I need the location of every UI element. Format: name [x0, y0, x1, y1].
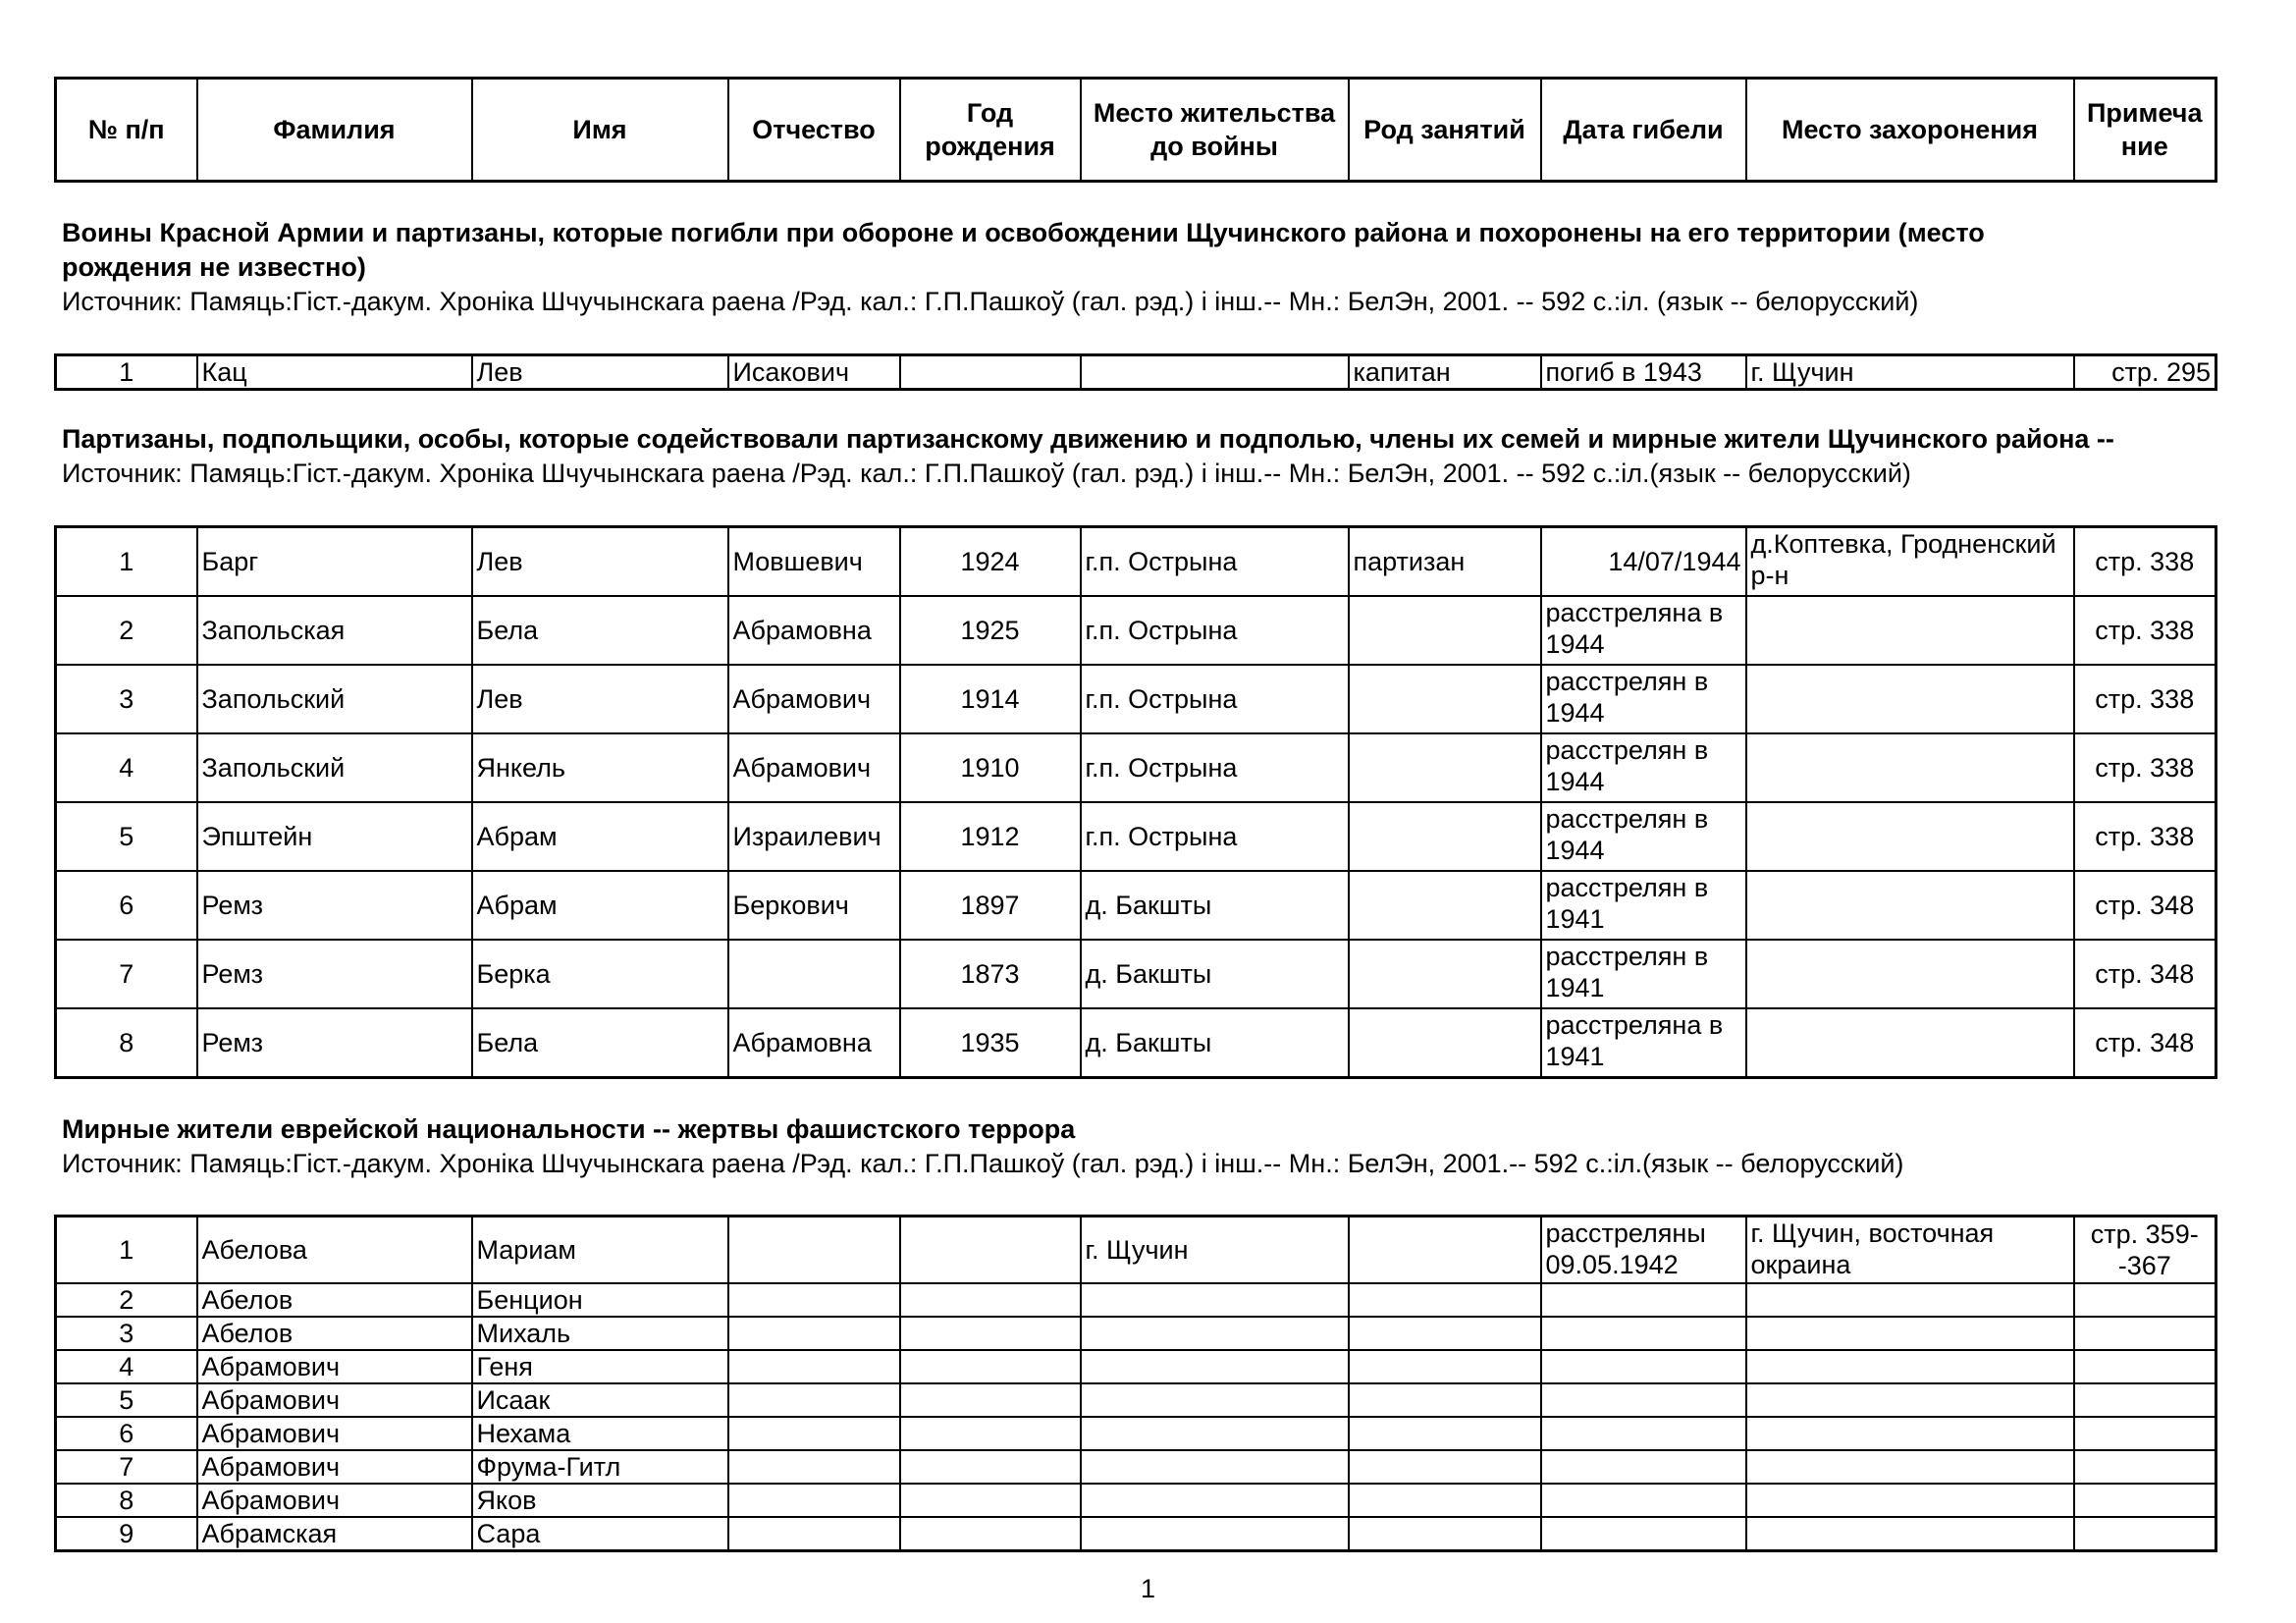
cell-patronymic: Мовшевич	[728, 527, 900, 597]
cell-name: Лев	[472, 665, 728, 733]
cell-death-date	[1541, 1517, 1746, 1551]
cell-name: Абрам	[472, 871, 728, 940]
cell-number: 7	[56, 1450, 197, 1484]
cell-birth-year	[900, 1283, 1081, 1317]
cell-number: 4	[56, 1350, 197, 1383]
cell-burial-place	[1746, 1008, 2074, 1078]
cell-note: стр. 348	[2074, 871, 2216, 940]
header-birth-year-line2: рождения	[925, 132, 1055, 161]
cell-number: 2	[56, 596, 197, 665]
cell-name: Фрума-Гитл	[472, 1450, 728, 1484]
cell-birth-year	[900, 1484, 1081, 1517]
page-number: 1	[1140, 1574, 1156, 1603]
cell-name: Бела	[472, 596, 728, 665]
header-note-line1: Примеча	[2086, 98, 2203, 128]
cell-name: Бенцион	[472, 1283, 728, 1317]
cell-patronymic: Абрамович	[728, 733, 900, 802]
cell-occupation	[1349, 596, 1541, 665]
table-row	[56, 1484, 2216, 1517]
cell-patronymic	[728, 1450, 900, 1484]
cell-residence	[1081, 1350, 1349, 1383]
header-birth-year-line1: Год	[966, 98, 1014, 128]
header-number: № п/п	[56, 79, 197, 182]
cell-occupation	[1349, 1350, 1541, 1383]
cell-occupation	[1349, 1217, 1541, 1284]
section-1-title-line2: рождения не известно)	[62, 252, 366, 282]
cell-burial-place: д.Коптевка, Гродненский р-н	[1746, 527, 2074, 597]
cell-burial-place	[1746, 802, 2074, 871]
cell-note: стр. 338	[2074, 527, 2216, 597]
cell-note: стр. 295	[2074, 355, 2216, 390]
cell-burial-place	[1746, 596, 2074, 665]
table-row	[56, 871, 2216, 940]
cell-occupation	[1349, 1383, 1541, 1417]
cell-number: 3	[56, 665, 197, 733]
cell-death-date: расстреляна в 1944	[1541, 596, 1746, 665]
table-row	[56, 733, 2216, 802]
cell-patronymic	[728, 940, 900, 1008]
cell-death-date: погиб в 1943	[1541, 355, 1746, 390]
table-row	[56, 1383, 2216, 1417]
cell-birth-year: 1925	[900, 596, 1081, 665]
header-patronymic: Отчество	[728, 79, 900, 182]
table-row	[56, 1450, 2216, 1484]
section-3-heading	[62, 1112, 2221, 1181]
cell-residence	[1081, 1517, 1349, 1551]
cell-burial-place	[1746, 1283, 2074, 1317]
cell-occupation	[1349, 1450, 1541, 1484]
section-2-table	[54, 525, 2217, 1079]
cell-residence	[1081, 1484, 1349, 1517]
cell-patronymic	[728, 1383, 900, 1417]
cell-residence: д. Бакшты	[1081, 1008, 1349, 1078]
section-3-source: Источник: Памяць:Гіст.-дакум. Хроніка Шчучынскага раена /Рэд. кал.: Г.П.Пашкоў (гал. рэд.) і інш.-- Мн.: БелЭн, 2001.-- 592 с.:іл.(язык -- белорусский)	[62, 1149, 1904, 1178]
cell-name: Нехама	[472, 1417, 728, 1450]
cell-surname: Кац	[197, 355, 472, 390]
cell-death-date: расстрелян в 1941	[1541, 871, 1746, 940]
cell-note: стр. 338	[2074, 733, 2216, 802]
section-1-table	[54, 353, 2217, 391]
cell-residence	[1081, 1417, 1349, 1450]
cell-burial-place	[1746, 1450, 2074, 1484]
table-row	[56, 1517, 2216, 1551]
cell-burial-place: г. Щучин, восточная окраина	[1746, 1217, 2074, 1284]
section-1-title-line1: Воины Красной Армии и партизаны, которые погибли при обороне и освобождении Щучинского района и похоронены на его территории (место	[62, 218, 1985, 247]
table-row	[56, 1350, 2216, 1383]
cell-note	[2074, 1484, 2216, 1517]
cell-note: стр. 338	[2074, 802, 2216, 871]
cell-burial-place	[1746, 940, 2074, 1008]
cell-death-date	[1541, 1350, 1746, 1383]
cell-birth-year: 1924	[900, 527, 1081, 597]
cell-death-date: расстреляна в 1941	[1541, 1008, 1746, 1078]
cell-note	[2074, 1450, 2216, 1484]
cell-note: стр. 348	[2074, 940, 2216, 1008]
section-3-table	[54, 1215, 2217, 1552]
cell-patronymic	[728, 1484, 900, 1517]
section-3-title: Мирные жители еврейской национальности -- жертвы фашистского террора	[62, 1114, 1076, 1144]
cell-patronymic: Абрамовна	[728, 1008, 900, 1078]
header-residence-line1: Место жительства	[1093, 98, 1336, 128]
cell-note	[2074, 1383, 2216, 1417]
cell-surname: Абрамович	[197, 1350, 472, 1383]
cell-number: 1	[56, 527, 197, 597]
cell-occupation	[1349, 802, 1541, 871]
cell-burial-place	[1746, 1417, 2074, 1450]
cell-birth-year	[900, 1317, 1081, 1350]
header-surname: Фамилия	[197, 79, 472, 182]
header-death-date: Дата гибели	[1541, 79, 1746, 182]
cell-note: стр. 338	[2074, 596, 2216, 665]
cell-number: 6	[56, 1417, 197, 1450]
cell-residence: г.п. Острына	[1081, 527, 1349, 597]
cell-number: 9	[56, 1517, 197, 1551]
cell-patronymic: Исакович	[728, 355, 900, 390]
cell-birth-year	[900, 355, 1081, 390]
cell-burial-place	[1746, 1383, 2074, 1417]
header-occupation: Род занятий	[1349, 79, 1541, 182]
cell-note	[2074, 1283, 2216, 1317]
cell-residence	[1081, 1283, 1349, 1317]
cell-note	[2074, 1350, 2216, 1383]
cell-name: Яков	[472, 1484, 728, 1517]
table-row	[56, 1008, 2216, 1078]
cell-burial-place: г. Щучин	[1746, 355, 2074, 390]
cell-occupation	[1349, 1417, 1541, 1450]
cell-burial-place	[1746, 665, 2074, 733]
cell-patronymic	[728, 1217, 900, 1284]
cell-residence	[1081, 355, 1349, 390]
cell-occupation	[1349, 665, 1541, 733]
cell-name: Михаль	[472, 1317, 728, 1350]
cell-name: Бела	[472, 1008, 728, 1078]
cell-burial-place	[1746, 1517, 2074, 1551]
cell-death-date: расстрелян в 1944	[1541, 733, 1746, 802]
section-1-body	[56, 355, 2216, 390]
cell-number: 1	[56, 1217, 197, 1284]
cell-occupation	[1349, 1517, 1541, 1551]
section-1-heading	[62, 216, 2221, 319]
cell-occupation	[1349, 1317, 1541, 1350]
section-1-title	[62, 216, 2221, 285]
cell-death-date	[1541, 1283, 1746, 1317]
cell-birth-year: 1935	[900, 1008, 1081, 1078]
cell-surname: Запольский	[197, 665, 472, 733]
cell-occupation	[1349, 733, 1541, 802]
cell-patronymic: Абрамович	[728, 665, 900, 733]
cell-note: стр. 338	[2074, 665, 2216, 733]
cell-note	[2074, 1317, 2216, 1350]
table-row	[56, 1283, 2216, 1317]
cell-death-date: расстреляны 09.05.1942	[1541, 1217, 1746, 1284]
cell-number: 8	[56, 1008, 197, 1078]
cell-death-date: расстрелян в 1944	[1541, 802, 1746, 871]
cell-birth-year: 1914	[900, 665, 1081, 733]
cell-note: стр. 348	[2074, 1008, 2216, 1078]
cell-name: Абрам	[472, 802, 728, 871]
table-row	[56, 527, 2216, 597]
cell-patronymic	[728, 1283, 900, 1317]
cell-birth-year	[900, 1450, 1081, 1484]
cell-residence	[1081, 1383, 1349, 1417]
cell-residence: д. Бакшты	[1081, 940, 1349, 1008]
header-name: Имя	[472, 79, 728, 182]
header-residence-line2: до войны	[1150, 132, 1278, 161]
cell-name: Лев	[472, 355, 728, 390]
cell-occupation	[1349, 1008, 1541, 1078]
cell-death-date: 14/07/1944	[1541, 527, 1746, 597]
cell-death-date	[1541, 1417, 1746, 1450]
section-3-body	[56, 1217, 2216, 1551]
header-burial-place: Место захоронения	[1746, 79, 2074, 182]
cell-number: 6	[56, 871, 197, 940]
cell-surname: Ремз	[197, 940, 472, 1008]
section-2-title: Партизаны, подпольщики, особы, которые содействовали партизанскому движению и подполью, члены их семей и мирные жители Щучинского района --	[62, 424, 2114, 454]
cell-patronymic	[728, 1350, 900, 1383]
cell-burial-place	[1746, 1484, 2074, 1517]
cell-residence: д. Бакшты	[1081, 871, 1349, 940]
cell-surname: Абрамович	[197, 1383, 472, 1417]
cell-patronymic	[728, 1517, 900, 1551]
cell-birth-year	[900, 1517, 1081, 1551]
column-header-table	[54, 77, 2217, 183]
cell-surname: Эпштейн	[197, 802, 472, 871]
cell-surname: Абрамович	[197, 1417, 472, 1450]
cell-name: Геня	[472, 1350, 728, 1383]
cell-name: Берка	[472, 940, 728, 1008]
section-1-source: Источник: Памяць:Гіст.-дакум. Хроніка Шчучынскага раена /Рэд. кал.: Г.П.Пашкоў (гал. рэд.) і інш.-- Мн.: БелЭн, 2001. -- 592 с.:іл. (язык -- белорусский)	[62, 287, 1919, 316]
cell-occupation	[1349, 871, 1541, 940]
cell-surname: Абелов	[197, 1317, 472, 1350]
cell-occupation	[1349, 940, 1541, 1008]
cell-note: стр. 359--367	[2074, 1217, 2216, 1284]
section-2-source: Источник: Памяць:Гіст.-дакум. Хроніка Шчучынскага раена /Рэд. кал.: Г.П.Пашкоў (гал. рэд.) і інш.-- Мн.: БелЭн, 2001. -- 592 с.:іл.(язык -- белорусский)	[62, 459, 1911, 488]
table-row	[56, 665, 2216, 733]
cell-number: 1	[56, 355, 197, 390]
cell-residence	[1081, 1317, 1349, 1350]
cell-surname: Абелова	[197, 1217, 472, 1284]
cell-birth-year	[900, 1350, 1081, 1383]
cell-burial-place	[1746, 871, 2074, 940]
cell-name: Исаак	[472, 1383, 728, 1417]
cell-surname: Запольская	[197, 596, 472, 665]
cell-residence: г.п. Острына	[1081, 733, 1349, 802]
table-row	[56, 940, 2216, 1008]
table-row	[56, 802, 2216, 871]
cell-death-date	[1541, 1317, 1746, 1350]
table-row	[56, 1217, 2216, 1284]
cell-number: 5	[56, 802, 197, 871]
cell-residence: г.п. Острына	[1081, 596, 1349, 665]
cell-death-date	[1541, 1383, 1746, 1417]
cell-number: 3	[56, 1317, 197, 1350]
cell-occupation	[1349, 1283, 1541, 1317]
cell-number: 2	[56, 1283, 197, 1317]
cell-name: Янкель	[472, 733, 728, 802]
cell-death-date	[1541, 1484, 1746, 1517]
cell-patronymic	[728, 1317, 900, 1350]
cell-death-date: расстрелян в 1941	[1541, 940, 1746, 1008]
cell-residence: г.п. Острына	[1081, 802, 1349, 871]
cell-patronymic: Беркович	[728, 871, 900, 940]
cell-patronymic	[728, 1417, 900, 1450]
cell-birth-year: 1897	[900, 871, 1081, 940]
cell-surname: Абелов	[197, 1283, 472, 1317]
cell-surname: Абрамская	[197, 1517, 472, 1551]
section-2-heading	[62, 422, 2221, 491]
cell-residence: г.п. Острына	[1081, 665, 1349, 733]
header-residence	[1081, 79, 1349, 182]
cell-residence	[1081, 1450, 1349, 1484]
cell-occupation: партизан	[1349, 527, 1541, 597]
cell-birth-year: 1912	[900, 802, 1081, 871]
cell-birth-year: 1910	[900, 733, 1081, 802]
cell-birth-year	[900, 1417, 1081, 1450]
header-note	[2074, 79, 2216, 182]
cell-birth-year: 1873	[900, 940, 1081, 1008]
cell-number: 8	[56, 1484, 197, 1517]
table-row	[56, 596, 2216, 665]
cell-death-date: расстрелян в 1944	[1541, 665, 1746, 733]
table-row	[56, 1417, 2216, 1450]
header-birth-year	[900, 79, 1081, 182]
cell-surname: Запольский	[197, 733, 472, 802]
cell-note	[2074, 1517, 2216, 1551]
cell-burial-place	[1746, 1350, 2074, 1383]
cell-name: Сара	[472, 1517, 728, 1551]
cell-surname: Ремз	[197, 871, 472, 940]
cell-burial-place	[1746, 1317, 2074, 1350]
cell-note	[2074, 1417, 2216, 1450]
section-2-body	[56, 527, 2216, 1078]
cell-residence: г. Щучин	[1081, 1217, 1349, 1284]
cell-patronymic: Израилевич	[728, 802, 900, 871]
header-note-line2: ние	[2120, 132, 2168, 161]
cell-name: Мариам	[472, 1217, 728, 1284]
cell-burial-place	[1746, 733, 2074, 802]
cell-number: 5	[56, 1383, 197, 1417]
cell-patronymic: Абрамовна	[728, 596, 900, 665]
table-row	[56, 1317, 2216, 1350]
cell-surname: Абрамович	[197, 1484, 472, 1517]
cell-number: 4	[56, 733, 197, 802]
cell-surname: Ремз	[197, 1008, 472, 1078]
cell-birth-year	[900, 1383, 1081, 1417]
cell-death-date	[1541, 1450, 1746, 1484]
cell-occupation	[1349, 1484, 1541, 1517]
cell-occupation: капитан	[1349, 355, 1541, 390]
cell-surname: Барг	[197, 527, 472, 597]
table-row	[56, 355, 2216, 390]
cell-name: Лев	[472, 527, 728, 597]
cell-number: 7	[56, 940, 197, 1008]
cell-surname: Абрамович	[197, 1450, 472, 1484]
cell-birth-year	[900, 1217, 1081, 1284]
